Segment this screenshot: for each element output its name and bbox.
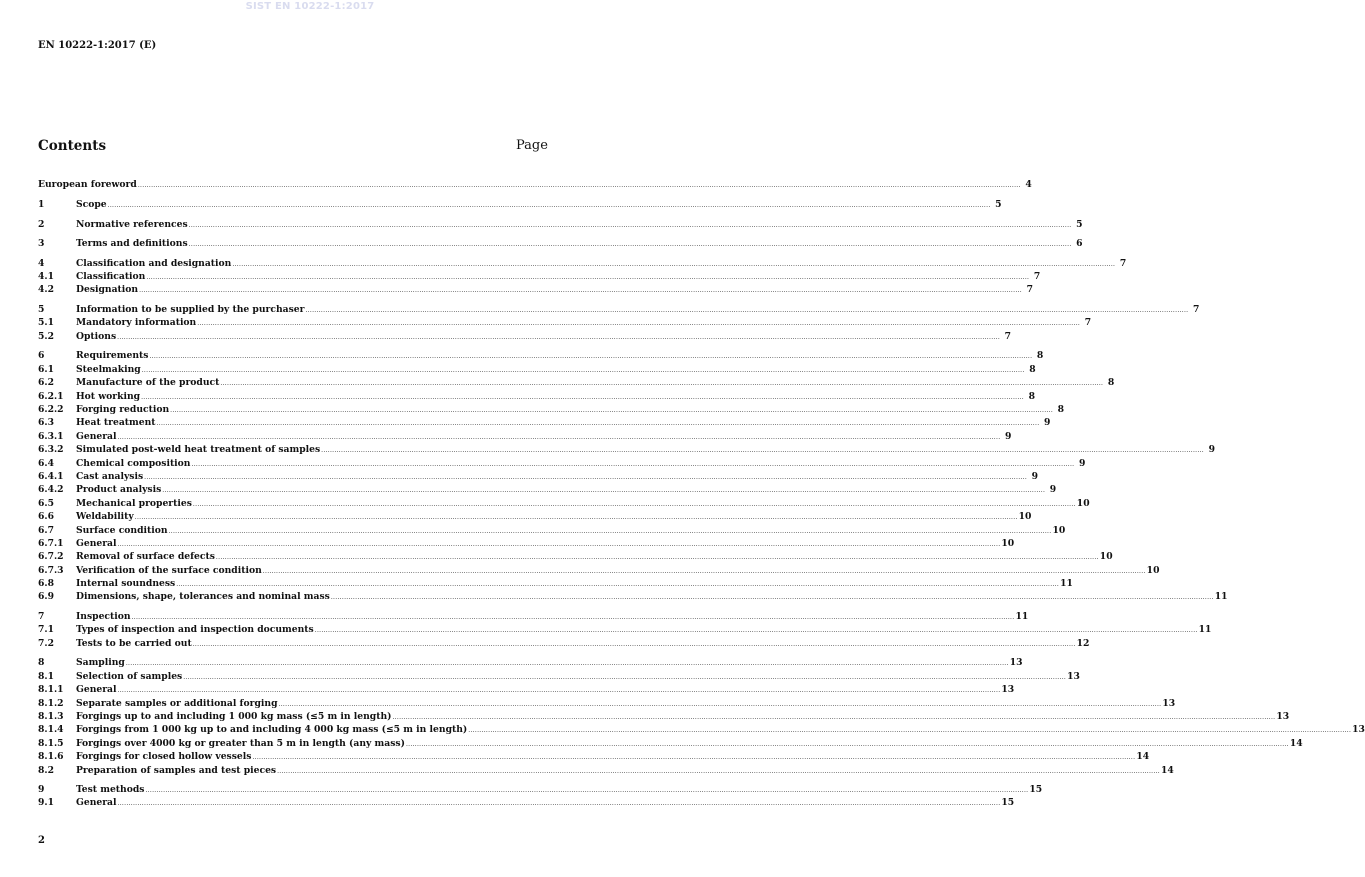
toc-leader-dots: ................................................................................................................................................................................................................................................................................................................................................................................................................ xyxy=(314,627,1198,635)
toc-entry-title: General xyxy=(76,537,117,549)
document-id: EN 10222-1:2017 (E) xyxy=(38,40,157,51)
toc-leader-dots: ................................................................................................................................................................................................................................................................................................................................................................................................................ xyxy=(117,800,1001,808)
toc-entry-number: 6 xyxy=(38,350,45,362)
toc-leader-dots: ................................................................................................................................................................................................................................................................................................................................................................................................................ xyxy=(188,221,1072,229)
contents-heading: Contents xyxy=(38,138,107,154)
toc-entry-title: Separate samples or additional forging xyxy=(76,697,278,709)
toc-entry[interactable] xyxy=(38,348,1044,362)
toc-entry[interactable] xyxy=(38,522,1066,536)
toc-leader-dots: ................................................................................................................................................................................................................................................................................................................................................................................................................ xyxy=(117,540,1001,548)
toc-entry-page: 13 xyxy=(1352,724,1365,736)
toc-entry[interactable] xyxy=(38,428,1012,442)
toc-entry-title: General xyxy=(76,430,117,442)
toc-entry-page: 13 xyxy=(1162,697,1176,709)
toc-leader-dots: ................................................................................................................................................................................................................................................................................................................................................................................................................ xyxy=(191,460,1075,468)
toc-entry[interactable] xyxy=(38,709,1290,722)
toc-entry-title: Forgings from 1 000 kg up to and including 4 000 kg mass (≤5 m in length) xyxy=(76,724,468,736)
toc-entry-title: General xyxy=(76,797,117,809)
toc-entry-number: 5.2 xyxy=(38,330,54,342)
toc-entry-page: 13 xyxy=(1001,684,1015,696)
toc-entry-number: 6.8 xyxy=(38,578,54,590)
toc-entry-title: Hot working xyxy=(76,390,141,402)
toc-entry-number: 6.2 xyxy=(38,377,54,389)
toc-entry-number: 5 xyxy=(38,304,45,316)
toc-entry-title: Sampling xyxy=(76,657,125,669)
toc-leader-dots: ................................................................................................................................................................................................................................................................................................................................................................................................................ xyxy=(192,640,1076,648)
toc-entry-title: Classification xyxy=(76,271,146,283)
toc-entry-title: Forgings for closed hollow vessels xyxy=(76,751,252,763)
toc-entry-number: 6.2.2 xyxy=(38,403,64,415)
toc-leader-dots: ................................................................................................................................................................................................................................................................................................................................................................................................................ xyxy=(220,380,1104,388)
toc-leader-dots: ................................................................................................................................................................................................................................................................................................................................................................................................................ xyxy=(146,274,1030,282)
toc-leader-dots: ................................................................................................................................................................................................................................................................................................................................................................................................................ xyxy=(139,287,1022,295)
toc-entry[interactable] xyxy=(38,635,1090,649)
toc-entry[interactable] xyxy=(38,469,1039,482)
toc-entry-title: Normative references xyxy=(76,218,188,230)
toc-entry-title: Classification and designation xyxy=(76,257,232,269)
toc-entry-title: Heat treatment xyxy=(76,417,156,429)
toc-entry-number: 8.1.1 xyxy=(38,684,64,696)
toc-leader-dots: ................................................................................................................................................................................................................................................................................................................................................................................................................ xyxy=(168,527,1052,535)
toc-entry-number: 7.2 xyxy=(38,637,54,649)
toc-entry[interactable] xyxy=(38,236,1083,250)
toc-entry[interactable] xyxy=(38,735,1303,749)
toc-leader-dots: ................................................................................................................................................................................................................................................................................................................................................................................................................ xyxy=(183,673,1067,681)
toc-entry[interactable] xyxy=(38,782,1043,796)
toc-entry-page: 11 xyxy=(1198,624,1212,636)
toc-entry-number: 6.7 xyxy=(38,524,54,536)
toc-entry[interactable] xyxy=(38,509,1032,523)
toc-entry-title: Cast analysis xyxy=(76,470,144,482)
toc-leader-dots: ................................................................................................................................................................................................................................................................................................................................................................................................................ xyxy=(125,660,1009,668)
toc-entry-title: Weldability xyxy=(76,511,134,523)
toc-entry-title: Removal of surface defects xyxy=(76,551,215,563)
toc-entry-number: 8.1.6 xyxy=(38,751,64,763)
toc-entry[interactable] xyxy=(38,795,1015,809)
toc-entry-number: 8.1.4 xyxy=(38,724,64,736)
toc-entry-number: 6.5 xyxy=(38,497,54,509)
toc-entry-page: 10 xyxy=(1052,524,1066,536)
toc-entry[interactable] xyxy=(38,177,1032,191)
toc-entry-title: European foreword xyxy=(38,179,137,191)
toc-leader-dots: ................................................................................................................................................................................................................................................................................................................................................................................................................ xyxy=(141,393,1024,401)
toc-leader-dots: ................................................................................................................................................................................................................................................................................................................................................................................................................ xyxy=(405,740,1289,748)
toc-entry[interactable] xyxy=(38,415,1051,429)
toc-entry-number: 4 xyxy=(38,257,45,269)
toc-entry-number: 6.9 xyxy=(38,591,54,603)
watermark: SIST EN 10222-1:2017 xyxy=(245,1,375,12)
toc-entry-number: 6.7.3 xyxy=(38,564,64,576)
toc-entry-page: 6 xyxy=(1076,238,1083,250)
toc-leader-dots: ................................................................................................................................................................................................................................................................................................................................................................................................................ xyxy=(197,320,1081,328)
toc-entry-page: 9 xyxy=(1044,417,1051,429)
toc-entry-page: 7 xyxy=(1119,257,1127,269)
toc-entry-title: Information to be supplied by the purchaser xyxy=(76,304,305,316)
toc-entry-number: 8.1.5 xyxy=(38,737,64,749)
toc-entry-page: 13 xyxy=(1276,710,1290,722)
toc-entry-number: 8 xyxy=(38,657,45,669)
toc-leader-dots: ................................................................................................................................................................................................................................................................................................................................................................................................................ xyxy=(149,353,1033,361)
toc-entry-number: 9.1 xyxy=(38,797,54,809)
toc-entry-number: 6.4.1 xyxy=(38,470,64,482)
toc-entry[interactable] xyxy=(38,282,1033,296)
toc-entry[interactable] xyxy=(38,269,1041,283)
toc-entry[interactable] xyxy=(38,255,1127,269)
toc-entry-page: 10 xyxy=(1018,511,1032,523)
toc-entry[interactable] xyxy=(38,549,1113,563)
toc-leader-dots: ................................................................................................................................................................................................................................................................................................................................................................................................................ xyxy=(277,767,1160,775)
toc-entry-number: 6.6 xyxy=(38,511,54,523)
toc-entry-page: 5 xyxy=(1076,218,1083,230)
toc-entry[interactable] xyxy=(38,589,1228,603)
toc-entry-page: 5 xyxy=(995,198,1002,210)
toc-entry-number: 1 xyxy=(38,198,45,210)
toc-entry-page: 10 xyxy=(1076,497,1090,509)
toc-entry-title: Steelmaking xyxy=(76,363,141,375)
toc-leader-dots: ................................................................................................................................................................................................................................................................................................................................................................................................................ xyxy=(162,487,1046,495)
toc-entry-title: Selection of samples xyxy=(76,670,183,682)
toc-entry-page: 7 xyxy=(1084,317,1092,329)
toc-entry-title: General xyxy=(76,684,117,696)
toc-entry-number: 6.2.1 xyxy=(38,390,64,402)
toc-entry[interactable] xyxy=(38,482,1057,496)
toc-entry-title: Forgings over 4000 kg or greater than 5 m in length (any mass) xyxy=(76,737,405,749)
page-column-label: Page xyxy=(516,138,548,153)
toc-leader-dots: ................................................................................................................................................................................................................................................................................................................................................................................................................ xyxy=(144,473,1028,481)
toc-entry-title: Mechanical properties xyxy=(76,497,192,509)
toc-entry-page: 15 xyxy=(1029,784,1043,796)
toc-leader-dots: ................................................................................................................................................................................................................................................................................................................................................................................................................ xyxy=(107,201,991,209)
toc-entry-number: 7 xyxy=(38,611,45,623)
toc-entry-number: 8.1 xyxy=(38,670,54,682)
toc-leader-dots: ................................................................................................................................................................................................................................................................................................................................................................................................................ xyxy=(145,787,1029,795)
toc-leader-dots: ................................................................................................................................................................................................................................................................................................................................................................................................................ xyxy=(262,567,1146,575)
toc-leader-dots: ................................................................................................................................................................................................................................................................................................................................................................................................................ xyxy=(137,182,1021,190)
toc-entry-number: 6.3.2 xyxy=(38,444,64,456)
toc-leader-dots: ................................................................................................................................................................................................................................................................................................................................................................................................................ xyxy=(117,687,1001,695)
toc-leader-dots: ................................................................................................................................................................................................................................................................................................................................................................................................................ xyxy=(134,514,1018,522)
toc-entry-page: 13 xyxy=(1009,657,1023,669)
table-of-contents xyxy=(38,177,1365,809)
toc-entry-number: 6.3 xyxy=(38,417,54,429)
toc-entry-number: 6.4 xyxy=(38,457,54,469)
toc-entry-number: 5.1 xyxy=(38,317,54,329)
toc-entry-title: Manufacture of the product xyxy=(76,377,220,389)
toc-entry-number: 4.1 xyxy=(38,271,54,283)
toc-entry[interactable] xyxy=(38,216,1083,230)
toc-entry-number: 4.2 xyxy=(38,284,54,296)
toc-entry-title: Tests to be carried out xyxy=(76,637,192,649)
toc-entry-title: Product analysis xyxy=(76,484,162,496)
toc-entry[interactable] xyxy=(38,495,1090,509)
toc-entry-number: 6.1 xyxy=(38,363,54,375)
toc-entry-number: 8.2 xyxy=(38,764,54,776)
toc-entry-title: Options xyxy=(76,330,117,342)
toc-entry[interactable] xyxy=(38,402,1065,415)
toc-entry-number: 3 xyxy=(38,238,45,250)
toc-entry[interactable] xyxy=(38,302,1200,316)
toc-entry-title: Test methods xyxy=(76,784,145,796)
toc-entry-number: 8.1.3 xyxy=(38,710,64,722)
toc-leader-dots: ................................................................................................................................................................................................................................................................................................................................................................................................................ xyxy=(468,727,1352,735)
toc-entry-page: 10 xyxy=(1001,537,1015,549)
toc-entry[interactable] xyxy=(38,749,1150,763)
toc-entry-title: Forging reduction xyxy=(76,403,170,415)
toc-leader-dots: ................................................................................................................................................................................................................................................................................................................................................................................................................ xyxy=(305,307,1189,315)
toc-entry-page: 9 xyxy=(1031,470,1039,482)
toc-leader-dots: ................................................................................................................................................................................................................................................................................................................................................................................................................ xyxy=(117,333,1001,341)
toc-entry-page: 4 xyxy=(1025,179,1032,191)
toc-leader-dots: ................................................................................................................................................................................................................................................................................................................................................................................................................ xyxy=(192,500,1076,508)
toc-entry-number: 8.1.2 xyxy=(38,697,64,709)
toc-entry[interactable] xyxy=(38,328,1012,342)
toc-entry-title: Dimensions, shape, tolerances and nominal mass xyxy=(76,591,330,603)
toc-entry[interactable] xyxy=(38,655,1023,669)
toc-entry[interactable] xyxy=(38,576,1073,590)
toc-entry[interactable] xyxy=(38,762,1174,776)
toc-entry-page: 7 xyxy=(1004,330,1012,342)
toc-entry-page: 14 xyxy=(1160,764,1174,776)
toc-entry-number: 9 xyxy=(38,784,45,796)
toc-entry-page: 8 xyxy=(1107,377,1115,389)
toc-entry-title: Forgings up to and including 1 000 kg mass (≤5 m in length) xyxy=(76,710,392,722)
toc-entry-title: Designation xyxy=(76,284,139,296)
toc-entry-number: 6.4.2 xyxy=(38,484,64,496)
toc-entry[interactable] xyxy=(38,722,1365,736)
toc-entry-page: 8 xyxy=(1028,390,1035,402)
toc-entry-page: 8 xyxy=(1057,403,1065,415)
toc-entry[interactable] xyxy=(38,562,1160,576)
toc-entry-page: 10 xyxy=(1146,564,1160,576)
toc-leader-dots: ................................................................................................................................................................................................................................................................................................................................................................................................................ xyxy=(215,554,1099,562)
toc-entry-page: 11 xyxy=(1015,611,1029,623)
toc-entry-page: 9 xyxy=(1005,430,1012,442)
toc-leader-dots: ................................................................................................................................................................................................................................................................................................................................................................................................................ xyxy=(392,713,1276,721)
toc-entry-title: Preparation of samples and test pieces xyxy=(76,764,277,776)
toc-entry[interactable] xyxy=(38,622,1212,636)
toc-entry-title: Surface condition xyxy=(76,524,168,536)
toc-entry-number: 2 xyxy=(38,218,45,230)
toc-entry-title: Verification of the surface condition xyxy=(76,564,262,576)
toc-entry[interactable] xyxy=(38,388,1035,402)
toc-entry-page: 9 xyxy=(1049,484,1057,496)
toc-entry-page: 7 xyxy=(1026,284,1033,296)
toc-entry[interactable] xyxy=(38,455,1086,469)
toc-entry-page: 11 xyxy=(1060,578,1073,590)
toc-entry[interactable] xyxy=(38,361,1036,375)
toc-leader-dots: ................................................................................................................................................................................................................................................................................................................................................................................................................ xyxy=(188,241,1072,249)
toc-entry-title: Simulated post-weld heat treatment of samples xyxy=(76,444,321,456)
toc-entry-page: 11 xyxy=(1214,591,1228,603)
toc-entry-number: 6.7.2 xyxy=(38,551,64,563)
toc-entry[interactable] xyxy=(38,682,1015,696)
toc-entry-page: 14 xyxy=(1289,737,1303,749)
toc-entry-title: Terms and definitions xyxy=(76,238,188,250)
toc-entry[interactable] xyxy=(38,609,1029,623)
toc-entry-title: Requirements xyxy=(76,350,149,362)
toc-entry[interactable] xyxy=(38,695,1176,709)
toc-entry-page: 9 xyxy=(1078,457,1086,469)
toc-leader-dots: ................................................................................................................................................................................................................................................................................................................................................................................................................ xyxy=(278,700,1162,708)
toc-leader-dots: ................................................................................................................................................................................................................................................................................................................................................................................................................ xyxy=(330,594,1214,602)
toc-entry-page: 13 xyxy=(1067,670,1080,682)
toc-entry-number: 6.3.1 xyxy=(38,430,64,442)
toc-entry[interactable] xyxy=(38,668,1080,682)
toc-entry[interactable] xyxy=(38,197,1002,210)
toc-leader-dots: ................................................................................................................................................................................................................................................................................................................................................................................................................ xyxy=(131,614,1015,622)
toc-entry-title: Internal soundness xyxy=(76,578,176,590)
toc-entry-title: Scope xyxy=(76,198,107,210)
toc-entry-page: 15 xyxy=(1001,797,1015,809)
toc-entry-number: 7.1 xyxy=(38,624,54,636)
toc-entry-page: 9 xyxy=(1208,444,1216,456)
toc-entry-page: 8 xyxy=(1036,350,1044,362)
toc-entry-page: 7 xyxy=(1033,271,1041,283)
toc-entry-title: Types of inspection and inspection documents xyxy=(76,624,314,636)
toc-leader-dots: ................................................................................................................................................................................................................................................................................................................................................................................................................ xyxy=(252,754,1136,762)
toc-entry-number: 6.7.1 xyxy=(38,537,64,549)
toc-entry[interactable] xyxy=(38,536,1015,549)
toc-leader-dots: ................................................................................................................................................................................................................................................................................................................................................................................................................ xyxy=(141,366,1025,374)
toc-leader-dots: ................................................................................................................................................................................................................................................................................................................................................................................................................ xyxy=(117,433,1001,441)
toc-entry[interactable] xyxy=(38,315,1092,329)
toc-leader-dots: ................................................................................................................................................................................................................................................................................................................................................................................................................ xyxy=(170,406,1054,414)
toc-entry-page: 10 xyxy=(1099,551,1113,563)
toc-leader-dots: ................................................................................................................................................................................................................................................................................................................................................................................................................ xyxy=(321,447,1205,455)
toc-entry-page: 8 xyxy=(1029,363,1036,375)
toc-entry[interactable] xyxy=(38,375,1115,389)
toc-entry-page: 14 xyxy=(1136,751,1150,763)
toc-leader-dots: ................................................................................................................................................................................................................................................................................................................................................................................................................ xyxy=(156,420,1040,428)
toc-leader-dots: ................................................................................................................................................................................................................................................................................................................................................................................................................ xyxy=(176,581,1060,589)
toc-entry-page: 7 xyxy=(1192,304,1200,316)
toc-entry-title: Mandatory information xyxy=(76,317,197,329)
footer-page-number: 2 xyxy=(38,835,45,846)
toc-entry-title: Chemical composition xyxy=(76,457,191,469)
toc-entry-page: 12 xyxy=(1076,637,1090,649)
toc-entry[interactable] xyxy=(38,442,1216,456)
toc-leader-dots: ................................................................................................................................................................................................................................................................................................................................................................................................................ xyxy=(232,260,1116,268)
toc-entry-title: Inspection xyxy=(76,611,131,623)
